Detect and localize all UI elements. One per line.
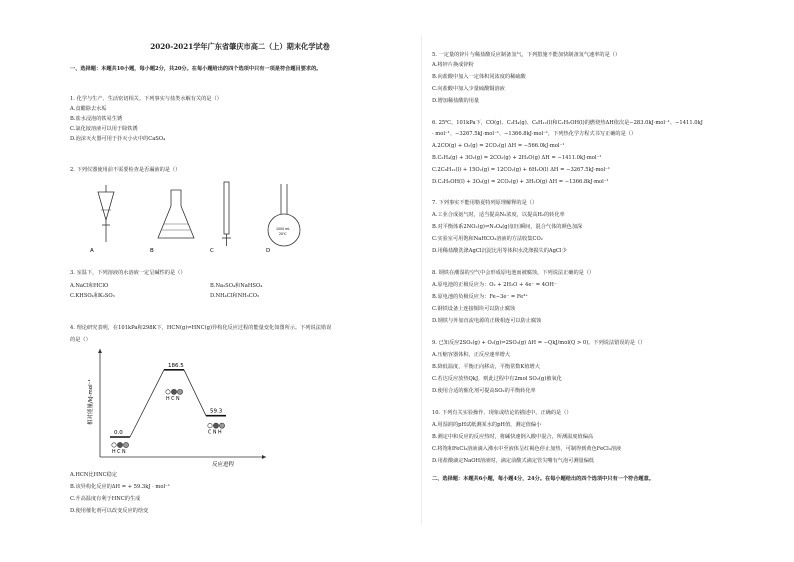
q9-stem: 9. 已知反应2SO₂(g) + O₂(g)⇌2SO₃(g) ΔH = −QkJ/mol(Q > 0)。下列说法错误的是（） (432, 340, 646, 346)
q7-option-a: A.工业合成氨气时，适当提高N₂浓度，以提高H₂的转化率 (432, 212, 565, 218)
separatory-funnel-icon (98, 185, 114, 242)
q6-option-b: B.C₂H₄(g) + 3O₂(g) = 2CO₂(g) + 2H₂O(g) ΔH = −1411.0kJ·mol⁻¹ (432, 155, 602, 161)
hcn-molecule-atom-3 (123, 442, 128, 447)
hnc-molecule-atom-1 (208, 423, 212, 427)
q7-option-b: B.对平衡体系2NO₂(g)⇌N₂O₄(g)加压瞬间，混合气体的颜色加深 (432, 224, 583, 230)
q7-option-d: D.用稀盐酸洗涤AgCl沉淀比用等体积水洗涤损失的AgCl少 (432, 248, 567, 254)
q3-option-b: B.Na₂SO₄和NaHSO₄ (210, 283, 263, 289)
energy-path-up (130, 370, 164, 437)
q4-stem: 4. 理论研究表明，在101kPa和298K下，HCN(g)⇌HNC(g)异构化反应过程的能量变化如图所示。下列说法错误 (70, 325, 332, 331)
q3-option-d: D.NH₄Cl和NH₃CO₃ (210, 293, 260, 299)
q3-stem: 3. 室温下，下列溶液的水溶液一定呈碱性的是（） (70, 270, 186, 276)
section-2-header: 二、选择题：本题共6小题，每小题4分，24分。在每小题给出的四个选项中只有一个符合题意。 (432, 476, 654, 482)
energy-value-label-2: 59.3 (210, 408, 223, 415)
q6-option-a: A.2CO(g) + O₂(g) = 2CO₂(g) ΔH = −566.0kJ·mol⁻¹ (432, 143, 565, 149)
page-title: 2020-2021学年广东省肇庆市高二（上）期末化学试卷 (150, 42, 330, 51)
q4-option-c: C.升高温度有利于HNC的生成 (70, 496, 141, 502)
q5-option-d: D.增加稀盐酸的用量 (432, 98, 480, 104)
q8-stem: 8. 钢铁在潮湿的空气中会形成原电池而被腐蚀，下列说法正确的是（） (432, 270, 595, 276)
q6-stem: 6. 25℃、101kPa下，CO(g)、C₂H₄(g)、C₆H₁₂(l)和C₂H₅OH(l)的燃烧热ΔH依次是−283.0kJ·mol⁻¹、−1411.0kJ (432, 120, 703, 126)
hcn-molecule-atom-1 (112, 443, 116, 447)
q10-option-b: B.测定中和反应的反应热时，将碱快速倒入酸中混合，所测温度值偏高 (432, 434, 594, 440)
energy-path-down (184, 370, 206, 416)
q5-option-a: A.将锌片换成锌粉 (432, 62, 474, 68)
volumetric-flask-icon (268, 184, 300, 246)
ts-molecule-atom-1 (166, 390, 170, 394)
q8-option-c: C.钢铁设备上连接铜块可以防止腐蚀 (432, 306, 516, 312)
q2-label-d: D (266, 248, 271, 254)
hnc-atom-labels: C N H (208, 430, 222, 436)
q5-stem: 5. 一定量的锌片与稀盐酸反应制备氢气，下列措施不能加快制备氢气速率的是（） (432, 52, 621, 58)
q10-option-d: D.用盐酸滴定NaOH溶液时，滴定前酸式滴定管尖嘴有气泡可测量偏低 (432, 458, 595, 464)
ts-molecule-atom-3 (177, 389, 182, 394)
q4-option-a: A.HCN比HNC稳定 (70, 472, 118, 478)
hcn-atom-labels: H C N (112, 450, 126, 455)
q2-apparatus-figure (84, 180, 324, 258)
q1-option-d: D.泡沫灭火器可用于扑灭小火中的CaSO₄ (70, 136, 166, 142)
energy-value-label-0: 0.0 (114, 430, 123, 436)
y-axis-label: 相对能量/kJ·mol⁻¹ (88, 379, 94, 425)
q8-option-b: B.原电池的负极反应为：Fe−3e⁻ = Fe³⁺ (432, 294, 529, 300)
column-divider (421, 35, 422, 525)
q10-option-c: C.将饱和FeCl₃溶液滴入沸水中至液体呈红褐色停止加热，可制得到黄色FeCl₃溶液 (432, 446, 622, 452)
energy-profile-chart (86, 345, 276, 470)
q6-stem-cont: · mol⁻¹、−3267.5kJ·mol⁻¹、−1366.8kJ·mol⁻¹，下列热化学方程式书写正确的是（） (432, 131, 637, 137)
q2-label-c: C (210, 248, 214, 254)
energy-value-label-1: 186.5 (168, 362, 184, 369)
q2-stem: 2. 下列仪器使用前不需要检查是否漏液的是（） (70, 167, 181, 173)
conical-flask-icon (158, 190, 194, 238)
q1-option-b: B.盐水浸泡的铁易生锈 (70, 116, 123, 122)
q6-option-c: C.2C₆H₁₂(l) + 15O₂(g) = 12CO₂(g) + 6H₂O(l) ΔH = −3267.5kJ·mol⁻¹ (432, 167, 610, 173)
svg-text:20℃: 20℃ (279, 232, 287, 236)
q10-option-a: A.用湿润的pH试纸测某水的pH值，测定值偏小 (432, 422, 542, 428)
hnc-molecule-atom-3 (219, 423, 224, 428)
q3-option-c: C.KHSO₄和K₂SO₃ (70, 293, 115, 299)
hcn-molecule-atom-2 (117, 442, 122, 447)
hnc-molecule-atom-2 (213, 423, 218, 428)
q5-option-c: C.向盐酸中加入少量硫酸铜溶液 (432, 86, 505, 92)
q6-option-d: D.C₂H₅OH(l) + 3O₂(g) = 2CO₂(g) + 3H₂O(g) ΔH = −1366.8kJ·mol⁻¹ (432, 179, 609, 185)
section-1-header: 一、选择题：本题共10小题，每小题2分，共20分。在每小题给出的四个选项中只有一项是符合题目要求的。 (70, 66, 322, 72)
q9-option-c: C.若达反应放热QkJ，则此过程中有2mol SO₂(g)被氧化 (432, 376, 562, 382)
q9-option-b: B.降低温度，平衡正向移动，平衡常数K值增大 (432, 364, 540, 370)
q9-option-a: A.压缩容器体积，正反应速率增大 (432, 352, 511, 358)
q8-option-d: D.钢铁与外加直流电源的正极相连可以防止腐蚀 (432, 318, 542, 324)
q7-stem: 7. 下列事实不能用勒夏特列原理解释的是（） (432, 200, 538, 206)
ts-atom-labels: H C N (166, 396, 180, 402)
q4-stem-cont: 的是（） (70, 337, 91, 343)
q1-stem: 1. 化学与生产、生活密切相关。下列事实与盐类水解有关的是（） (70, 96, 222, 102)
q7-option-c: C.实验室可用饱和NaHCO₃溶液的方法收集CO₂ (432, 236, 543, 242)
q10-stem: 10. 下列有关实验操作、现象或结论的描述中，正确的是（） (432, 410, 572, 416)
x-axis-label: 反应进程 (212, 462, 235, 468)
svg-text:1000 mL: 1000 mL (276, 227, 291, 231)
ts-molecule-atom-2 (171, 389, 176, 394)
q4-option-b: B.该异构化反应的ΔH = + 59.3kJ · mol⁻¹ (70, 484, 170, 490)
q5-option-b: B.向盐酸中加入一定体积同浓度的稀硫酸 (432, 74, 526, 80)
q1-option-c: C.氯化铵溶液可以用于除铁锈 (70, 126, 138, 132)
burette-icon (222, 182, 231, 246)
q2-label-b: B (150, 248, 154, 254)
q9-option-d: D.使用合适的催化剂可提高SO₂的平衡转化率 (432, 388, 536, 394)
q4-option-d: D.使用催化剂可以改变反应的焓变 (70, 508, 149, 514)
q8-option-a: A.原电池的正极反应为：O₂ + 2H₂O + 4e⁻ = 4OH⁻ (432, 282, 557, 288)
q3-option-a: A.NaCl和HClO (70, 283, 109, 289)
q1-option-a: A.食醋除去水垢 (70, 106, 107, 112)
q2-label-a: A (90, 248, 94, 254)
